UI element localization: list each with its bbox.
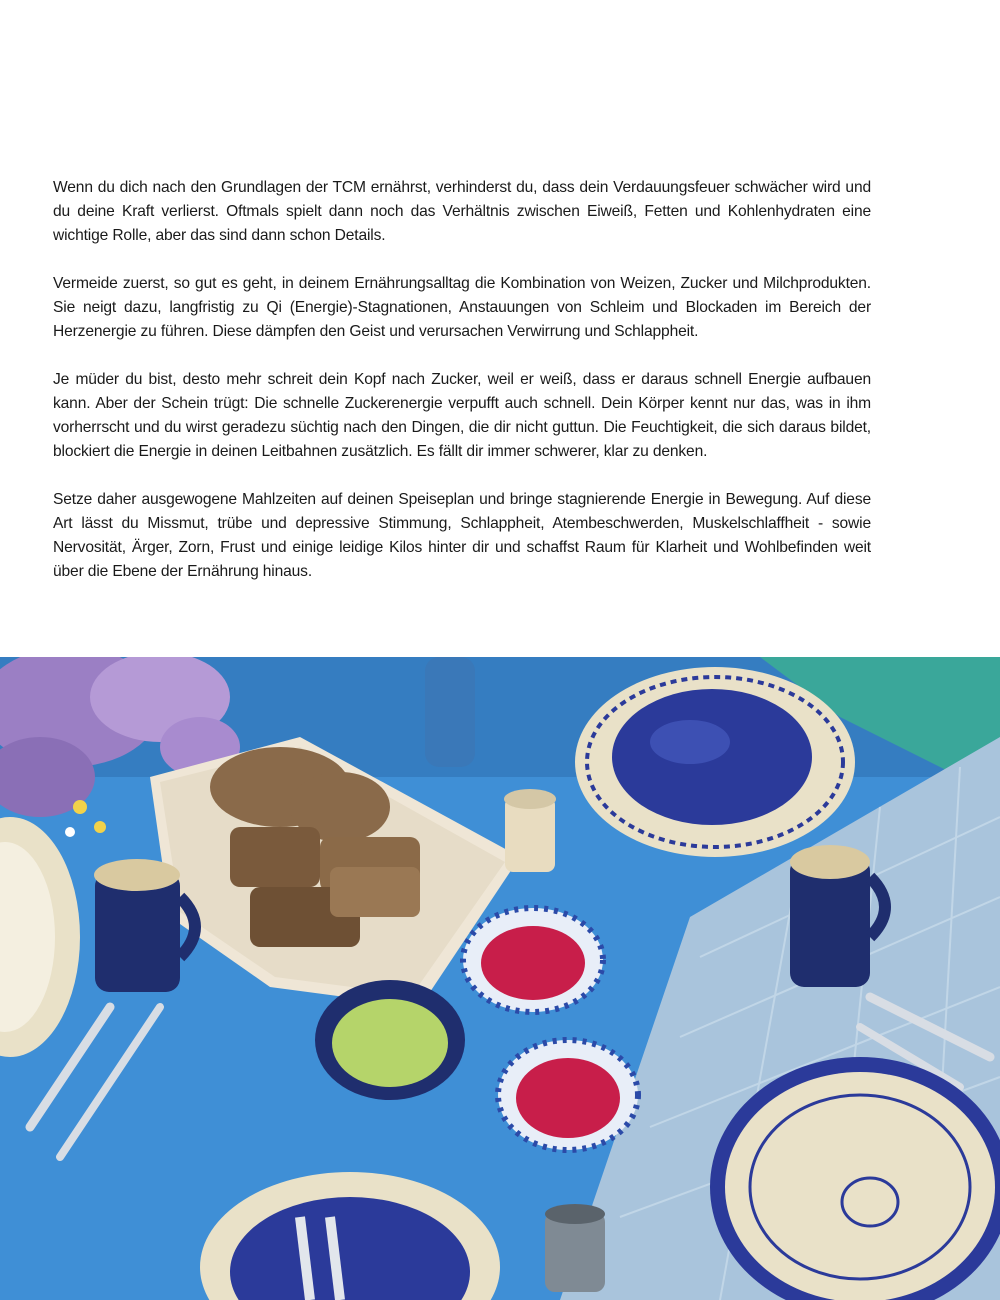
paragraph-3: Je müder du bist, desto mehr schreit dein Kopf nach Zucker, weil er weiß, dass er daraus schnell Energie aufbauen kann. Aber der Schein trügt: Die schnelle Zuckerenergie verpufft auch schnell. Dein Körper kennt nur das, was in ihm vorherrscht und du wirst geradezu süchtig nach den Dingen, die dir nicht guttun. Die Feuchtigkeit, die sich daraus bildet, blockiert die Energie in deinen Leitbahnen zusätzlich. Es fällt dir immer schwerer, klar zu denken. <box>53 371 871 460</box>
photo-illustration <box>0 657 1000 1300</box>
paragraph-2: Vermeide zuerst, so gut es geht, in deinem Ernährungsalltag die Kombination von Weizen, Zucker und Milchprodukten. Sie neigt dazu, langfristig zu Qi (Energie)-Stagnationen, Anstauungen von Schleim und Blockaden im Bereich der Herzenergie zu führen. Diese dämpfen den Geist und verursachen Verwirrung und Schlappheit. <box>53 275 871 340</box>
small-metal-cup <box>545 1204 605 1292</box>
top-plate <box>575 667 855 857</box>
article-text <box>53 176 871 608</box>
small-cup <box>504 789 556 872</box>
red-dip-bowl-bottom <box>498 1040 638 1150</box>
red-dip-bowl-top <box>463 908 603 1012</box>
paragraph-1: Wenn du dich nach den Grundlagen der TCM ernährst, verhinderst du, dass dein Verdauungsfeuer schwächer wird und du deine Kraft verlierst. Oftmals spielt dann noch das Verhältnis zwischen Eiweiß, Fetten und Kohlenhydraten eine wichtige Rolle, aber das sind dann schon Details. <box>53 179 871 244</box>
green-dip-bowl <box>315 980 465 1100</box>
paragraph-4: Setze daher ausgewogene Mahlzeiten auf deinen Speiseplan und bringe stagnierende Energie in Bewegung. Auf diese Art lässt du Missmut, trübe und depressive Stimmung, Schlappheit, Atembeschwerden, Muskelschlaffheit - sowie Nervosität, Ärger, Zorn, Frust und einige leidige Kilos hinter dir und schaffst Raum für Klarheit und Wohlbefinden weit über die Ebene der Ernährung hinaus. <box>53 491 871 580</box>
table-setting-photo <box>0 657 1000 1300</box>
pepper-mill <box>425 657 475 767</box>
